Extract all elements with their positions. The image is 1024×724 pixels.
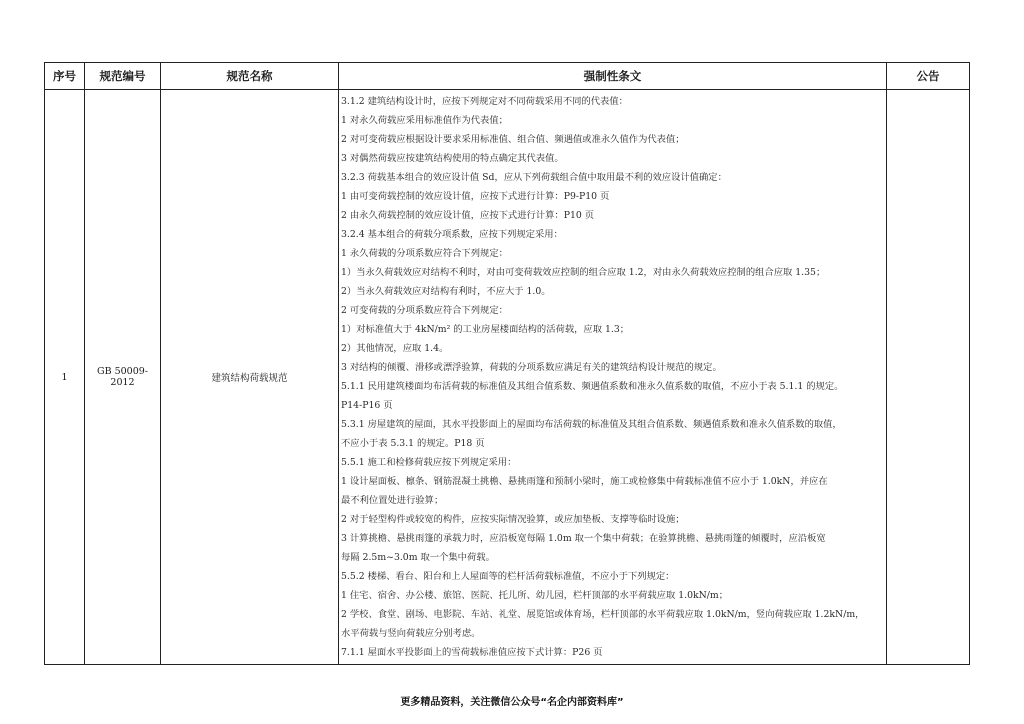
clause-line: 1）对标准值大于 4kN/m² 的工业房屋楼面结构的活荷载，应取 1.3；	[341, 324, 630, 335]
clause-line: 7.1.1 屋面水平投影面上的雪荷载标准值应按下式计算：P26 页	[341, 647, 603, 658]
clause-line: 1 永久荷载的分项系数应符合下列规定：	[341, 248, 508, 259]
clause-line: 最不利位置处进行验算；	[341, 495, 444, 506]
clause-line: 2）当永久荷载效应对结构有利时，不应大于 1.0。	[341, 286, 551, 297]
clause-line: 1 对永久荷载应采用标准值作为代表值；	[341, 115, 508, 126]
header-code: 规范编号	[85, 63, 161, 90]
clause-line: P14-P16 页	[341, 400, 393, 411]
mandatory-clauses-table	[44, 62, 970, 665]
clause-line: 3.1.2 建筑结构设计时，应按下列规定对不同荷载采用不同的代表值：	[341, 96, 628, 107]
clause-line: 2 学校、食堂、剧场、电影院、车站、礼堂、展览馆或体育场，栏杆顶部的水平荷载应取 1.0kN/m，竖向荷载应取 1.2kN/m，	[341, 609, 865, 620]
row-name: 建筑结构荷载规范	[161, 90, 339, 665]
clause-line: 5.1.1 民用建筑楼面均布活荷载的标准值及其组合值系数、频遇值系数和准永久值系数的取值，不应小于表 5.1.1 的规定。	[341, 381, 844, 392]
clause-line: 5.3.1 房屋建筑的屋面，其水平投影面上的屋面均布活荷载的标准值及其组合值系数、频遇值系数和准永久值系数的取值，	[341, 419, 842, 430]
clause-line: 2）其他情况，应取 1.4。	[341, 343, 449, 354]
row-code: GB 50009-2012	[85, 90, 161, 665]
clause-line: 3 计算挑檐、悬挑雨篷的承载力时，应沿板宽每隔 1.0m 取一个集中荷载；在验算挑檐、悬挑雨篷的倾覆时，应沿板宽	[341, 533, 826, 544]
clause-line: 3 对偶然荷载应按建筑结构使用的特点确定其代表值。	[341, 153, 564, 164]
clause-line: 1 住宅、宿舍、办公楼、旅馆、医院、托儿所、幼儿园，栏杆顶部的水平荷载应取 1.0kN/m；	[341, 590, 729, 601]
clause-line: 1）当永久荷载效应对结构不利时，对由可变荷载效应控制的组合应取 1.2，对由永久荷载效应控制的组合应取 1.35；	[341, 267, 826, 278]
row-notice	[887, 90, 970, 665]
clause-line: 3.2.4 基本组合的荷载分项系数，应按下列规定采用：	[341, 229, 563, 240]
clause-line: 1 由可变荷载控制的效应设计值，应按下式进行计算：P9-P10 页	[341, 191, 610, 202]
table-row	[45, 90, 970, 665]
clause-line: 2 由永久荷载控制的效应设计值，应按下式进行计算：P10 页	[341, 210, 595, 221]
clause-line: 3 对结构的倾覆、滑移或漂浮验算，荷载的分项系数应满足有关的建筑结构设计规范的规定。	[341, 362, 722, 373]
row-clauses	[339, 90, 887, 665]
header-index: 序号	[45, 63, 85, 90]
header-notice: 公告	[887, 63, 970, 90]
clause-line: 不应小于表 5.3.1 的规定。P18 页	[341, 438, 485, 449]
clause-line: 2 可变荷载的分项系数应符合下列规定：	[341, 305, 508, 316]
footer-promo-text: 更多精品资料，关注微信公众号“名企内部资料库”	[400, 697, 624, 708]
clause-line: 5.5.1 施工和检修荷载应按下列规定采用：	[341, 457, 517, 468]
header-name: 规范名称	[161, 63, 339, 90]
clause-line: 3.2.3 荷载基本组合的效应设计值 Sd，应从下列荷载组合值中取用最不利的效应设计值确定：	[341, 172, 727, 183]
clause-line: 每隔 2.5m~3.0m 取一个集中荷载。	[341, 552, 495, 563]
row-index: 1	[45, 90, 85, 665]
clause-line: 5.5.2 楼梯、看台、阳台和上人屋面等的栏杆活荷载标准值，不应小于下列规定：	[341, 571, 675, 582]
table-header-row	[45, 63, 970, 90]
clause-line: 2 对于轻型构件或较宽的构件，应按实际情况验算，或应加垫板、支撑等临时设施；	[341, 514, 685, 525]
clause-line: 水平荷载与竖向荷载应分别考虑。	[341, 628, 481, 639]
clause-line: 1 设计屋面板、檩条、钢筋混凝土挑檐、悬挑雨篷和预制小梁时，施工或检修集中荷载标准值不应小于 1.0kN，并应在	[341, 476, 828, 487]
clause-line: 2 对可变荷载应根据设计要求采用标准值、组合值、频遇值或准永久值作为代表值；	[341, 134, 685, 145]
header-clauses: 强制性条文	[339, 63, 887, 90]
